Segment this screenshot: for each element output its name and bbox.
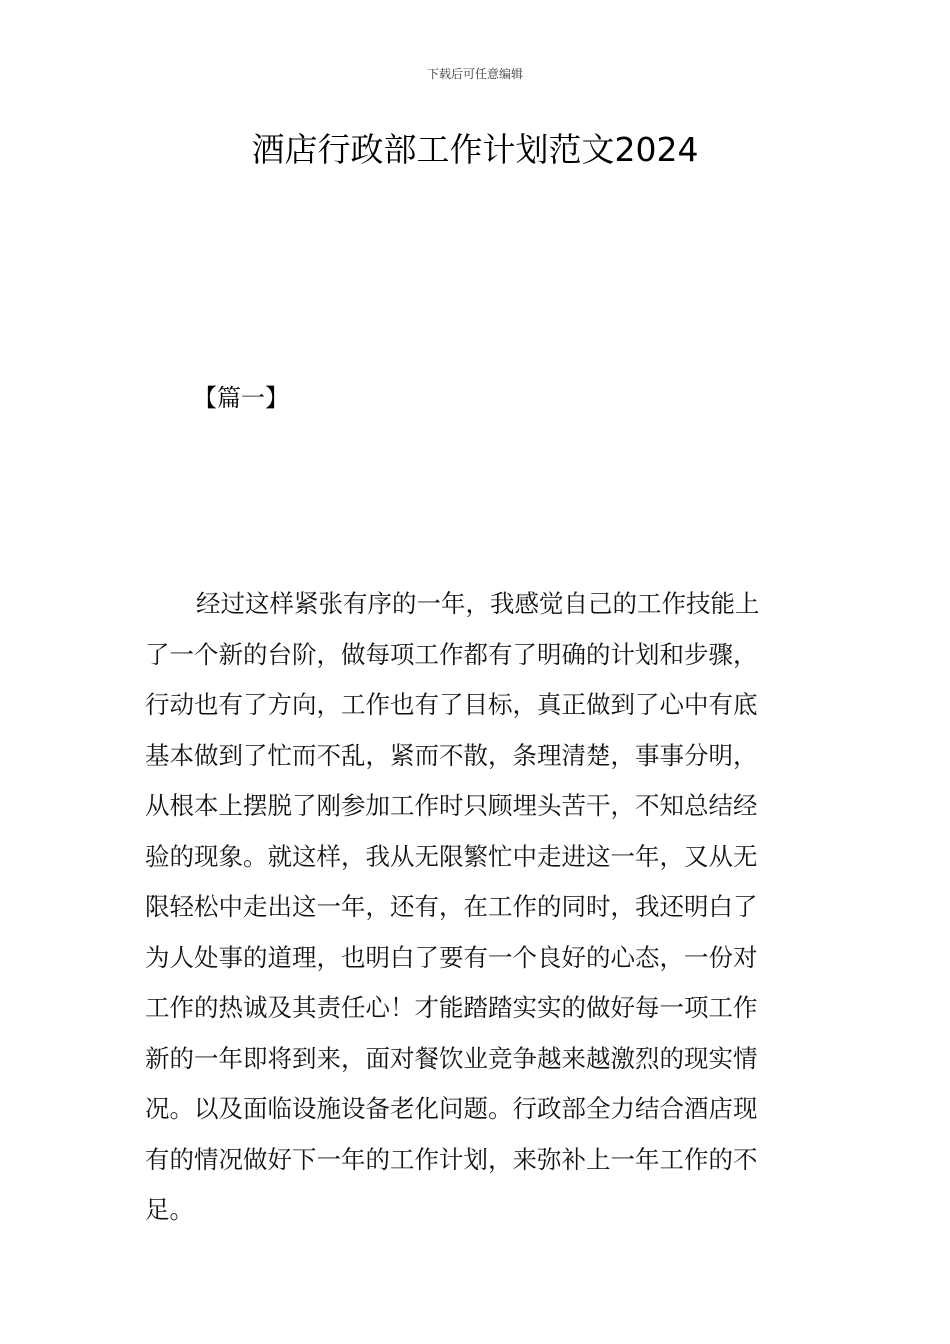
paragraph-line: 了一个新的台阶，做每项工作都有了明确的计划和步骤， bbox=[145, 639, 758, 669]
paragraph-line: 为人处事的道理，也明白了要有一个良好的心态，一份对 bbox=[145, 942, 758, 972]
paragraph-line: 基本做到了忙而不乱，紧而不散，条理清楚，事事分明， bbox=[145, 740, 758, 770]
body-paragraph bbox=[145, 579, 810, 1236]
paragraph-line: 行动也有了方向，工作也有了目标，真正做到了心中有底 bbox=[145, 690, 758, 719]
header-note: 下载后可任意编辑 bbox=[426, 67, 523, 81]
paragraph-line: 经过这样紧张有序的一年，我感觉自己的工作技能上 bbox=[196, 589, 760, 618]
paragraph-line: 从根本上摆脱了刚参加工作时只顾埋头苦干，不知总结经 bbox=[145, 791, 758, 820]
paragraph-line: 验的现象。就这样，我从无限繁忙中走进这一年，又从无 bbox=[145, 841, 758, 871]
paragraph-line: 限轻松中走出这一年，还有，在工作的同时，我还明白了 bbox=[145, 892, 758, 921]
paragraph-line: 有的情况做好下一年的工作计划，来弥补上一年工作的不 bbox=[145, 1144, 758, 1174]
paragraph-line: 新的一年即将到来，面对餐饮业竞争越来越激烈的现实情 bbox=[145, 1043, 758, 1073]
section-label: 【篇一】 bbox=[193, 384, 289, 412]
paragraph-line: 况。以及面临设施设备老化问题。行政部全力结合酒店现 bbox=[145, 1094, 758, 1123]
paragraph-line: 工作的热诚及其责任心！才能踏踏实实的做好每一项工作 bbox=[145, 993, 758, 1022]
document-title: 酒店行政部工作计划范文2024 bbox=[251, 130, 699, 169]
paragraph-line: 足。 bbox=[145, 1195, 194, 1224]
